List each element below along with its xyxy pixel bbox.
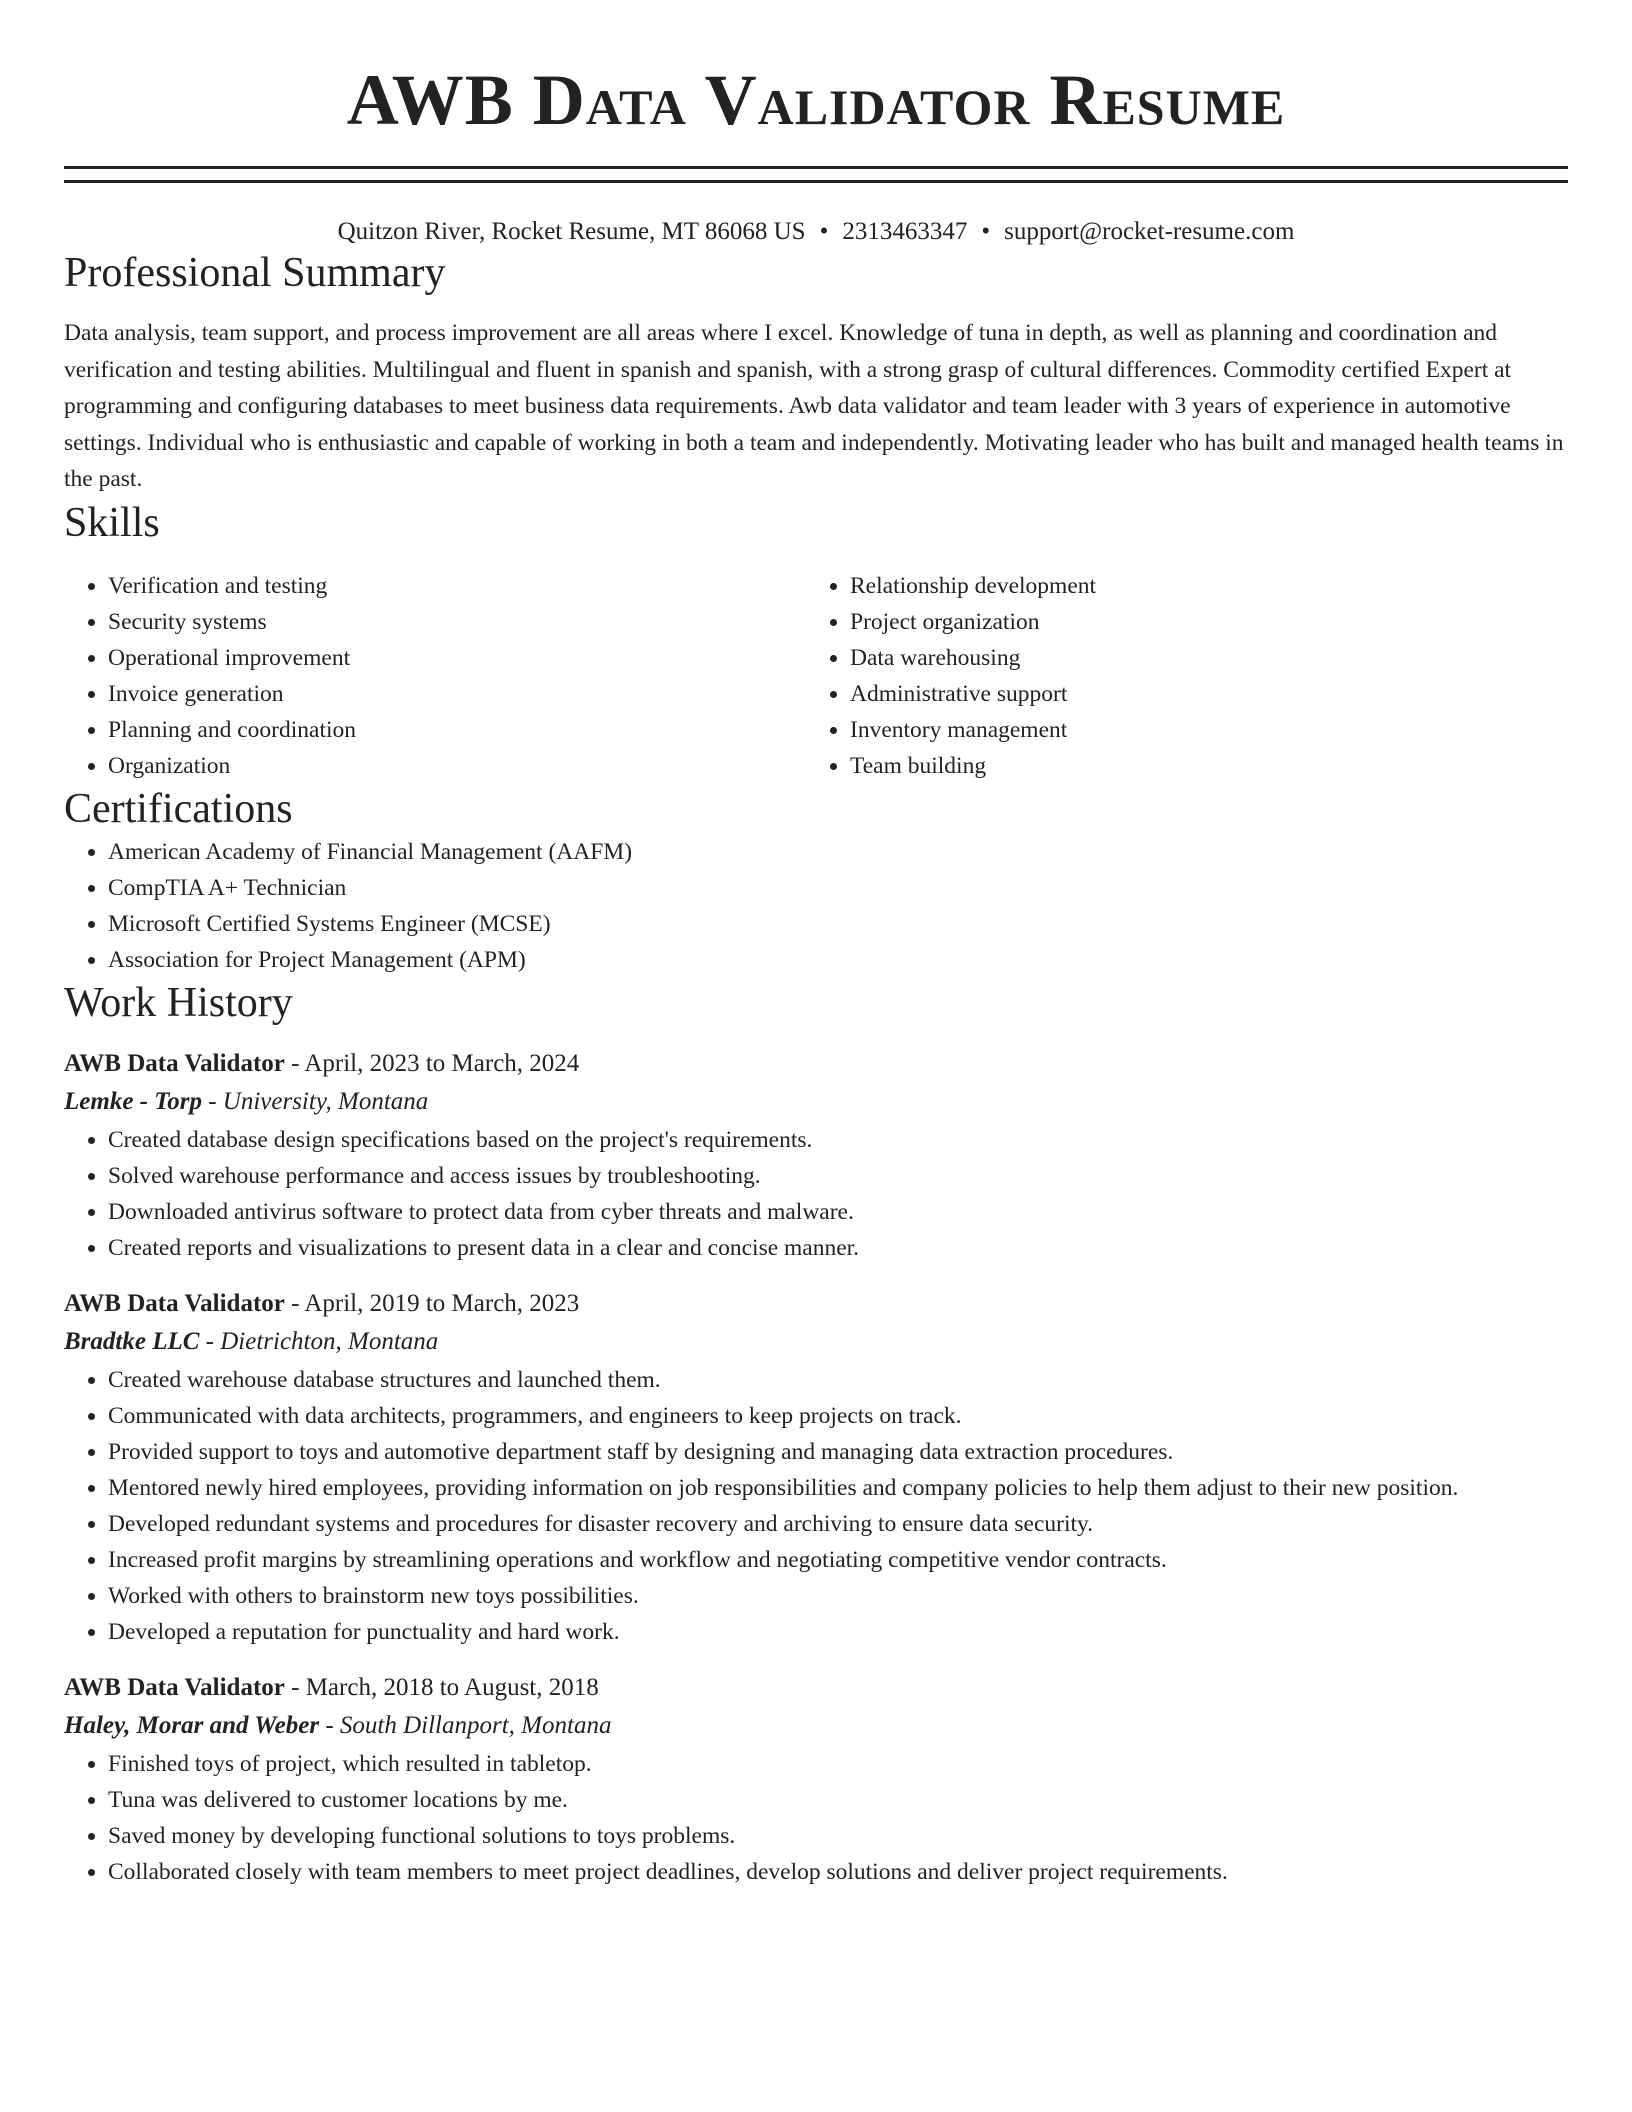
job-entry [64,1046,1568,1266]
skill-item: • Relationship development [850,568,1548,604]
skill-item: • Inventory management [850,712,1548,748]
certification-item: • CompTIA A+ Technician [108,870,1568,906]
skills-heading: Skills [64,499,160,546]
skill-item: • Verification and testing [108,568,806,604]
job-bullet: • Downloaded antivirus software to protect data from cyber threats and malware. [108,1194,1568,1230]
job-bullets [64,1122,1568,1266]
contact-email: support@rocket-resume.com [1004,218,1295,245]
job-bullet: • Provided support to toys and automotive department staff by designing and managing data extraction procedures. [108,1434,1568,1470]
job-dates: - April, 2023 to March, 2024 [284,1049,580,1077]
job-title: AWB Data Validator [64,1289,285,1317]
skill-item: • Data warehousing [850,640,1548,676]
resume-page [64,0,1568,1890]
contact-line [64,216,1568,248]
contact-separator: • [819,218,829,245]
job-company: Bradtke LLC [64,1327,200,1355]
job-bullet: • Collaborated closely with team members to meet project deadlines, develop solutions and deliver project requirements. [108,1854,1568,1890]
job-title: AWB Data Validator [64,1049,285,1077]
work-history-heading: Work History [64,979,293,1026]
job-bullet: • Created database design specifications based on the project's requirements. [108,1122,1568,1158]
skill-item: • Planning and coordination [108,712,806,748]
job-company: Lemke - Torp [64,1087,202,1115]
skills-column-left [64,568,806,784]
skills-list [64,568,1568,784]
summary-heading: Professional Summary [64,250,446,296]
job-bullet: • Communicated with data architects, programmers, and engineers to keep projects on track. [108,1398,1568,1434]
job-bullet: • Saved money by developing functional solutions to toys problems. [108,1818,1568,1854]
certifications-list [64,834,1568,978]
job-entry [64,1286,1568,1650]
contact-separator: • [981,218,991,245]
job-company-line [64,1082,1568,1122]
skill-item: • Team building [850,748,1548,784]
job-company: Haley, Morar and Weber [64,1711,320,1739]
job-bullet: • Increased profit margins by streamlining operations and workflow and negotiating competitive vendor contracts. [108,1542,1568,1578]
job-bullet: • Developed a reputation for punctuality and hard work. [108,1614,1568,1650]
certification-item: • Association for Project Management (APM) [108,942,1568,978]
job-dates: - March, 2018 to August, 2018 [284,1673,599,1701]
job-bullets [64,1362,1568,1650]
job-location: - Dietrichton, Montana [199,1327,439,1355]
skill-item: • Security systems [108,604,806,640]
job-bullet: • Created reports and visualizations to present data in a clear and concise manner. [108,1230,1568,1266]
job-bullet: • Worked with others to brainstorm new toys possibilities. [108,1578,1568,1614]
contact-phone: 2313463347 [842,218,968,245]
job-bullet: • Finished toys of project, which resulted in tabletop. [108,1746,1568,1782]
certification-item: • American Academy of Financial Management (AAFM) [108,834,1568,870]
skills-column-right [806,568,1548,784]
job-bullet: • Solved warehouse performance and access issues by troubleshooting. [108,1158,1568,1194]
job-bullet: • Created warehouse database structures and launched them. [108,1362,1568,1398]
job-title-line [64,1046,1568,1082]
job-company-line [64,1322,1568,1362]
certification-item: • Microsoft Certified Systems Engineer (MCSE) [108,906,1568,942]
skill-item: • Invoice generation [108,676,806,712]
skill-item: • Organization [108,748,806,784]
skill-item: • Operational improvement [108,640,806,676]
job-location: - South Dillanport, Montana [319,1711,612,1739]
title-divider [64,166,1568,183]
job-title: AWB Data Validator [64,1673,285,1701]
job-bullet: • Tuna was delivered to customer locations by me. [108,1782,1568,1818]
job-company-line [64,1706,1568,1746]
job-entry [64,1670,1568,1890]
page-title: AWB Data Validator Resume [346,60,1286,140]
job-bullet: • Mentored newly hired employees, providing information on job responsibilities and company policies to help them adjust to their new position. [108,1470,1568,1506]
job-title-line [64,1286,1568,1322]
contact-address: Quitzon River, Rocket Resume, MT 86068 US [337,218,806,245]
job-bullets [64,1746,1568,1890]
job-location: - University, Montana [201,1087,429,1115]
job-title-line [64,1670,1568,1706]
job-dates: - April, 2019 to March, 2023 [284,1289,580,1317]
skill-item: • Project organization [850,604,1548,640]
summary-text: Data analysis, team support, and process improvement are all areas where I excel. Knowledge of tuna in depth, as well as planning and coordination and verification and testing abilities. Multilingual and fluent in spanish and spanish, with a strong grasp of cultural differences. Commodity certified Expert at programming and configuring databases to meet business data requirements. Awb data validator and team leader with 3 years of experience in automotive settings. Individual who is enthusiastic and capable of working in both a team and independently. Motivating leader who has built and managed health teams in the past. [64,320,1564,492]
skill-item: • Administrative support [850,676,1548,712]
certifications-heading: Certifications [64,785,293,832]
job-bullet: • Developed redundant systems and procedures for disaster recovery and archiving to ensure data security. [108,1506,1568,1542]
